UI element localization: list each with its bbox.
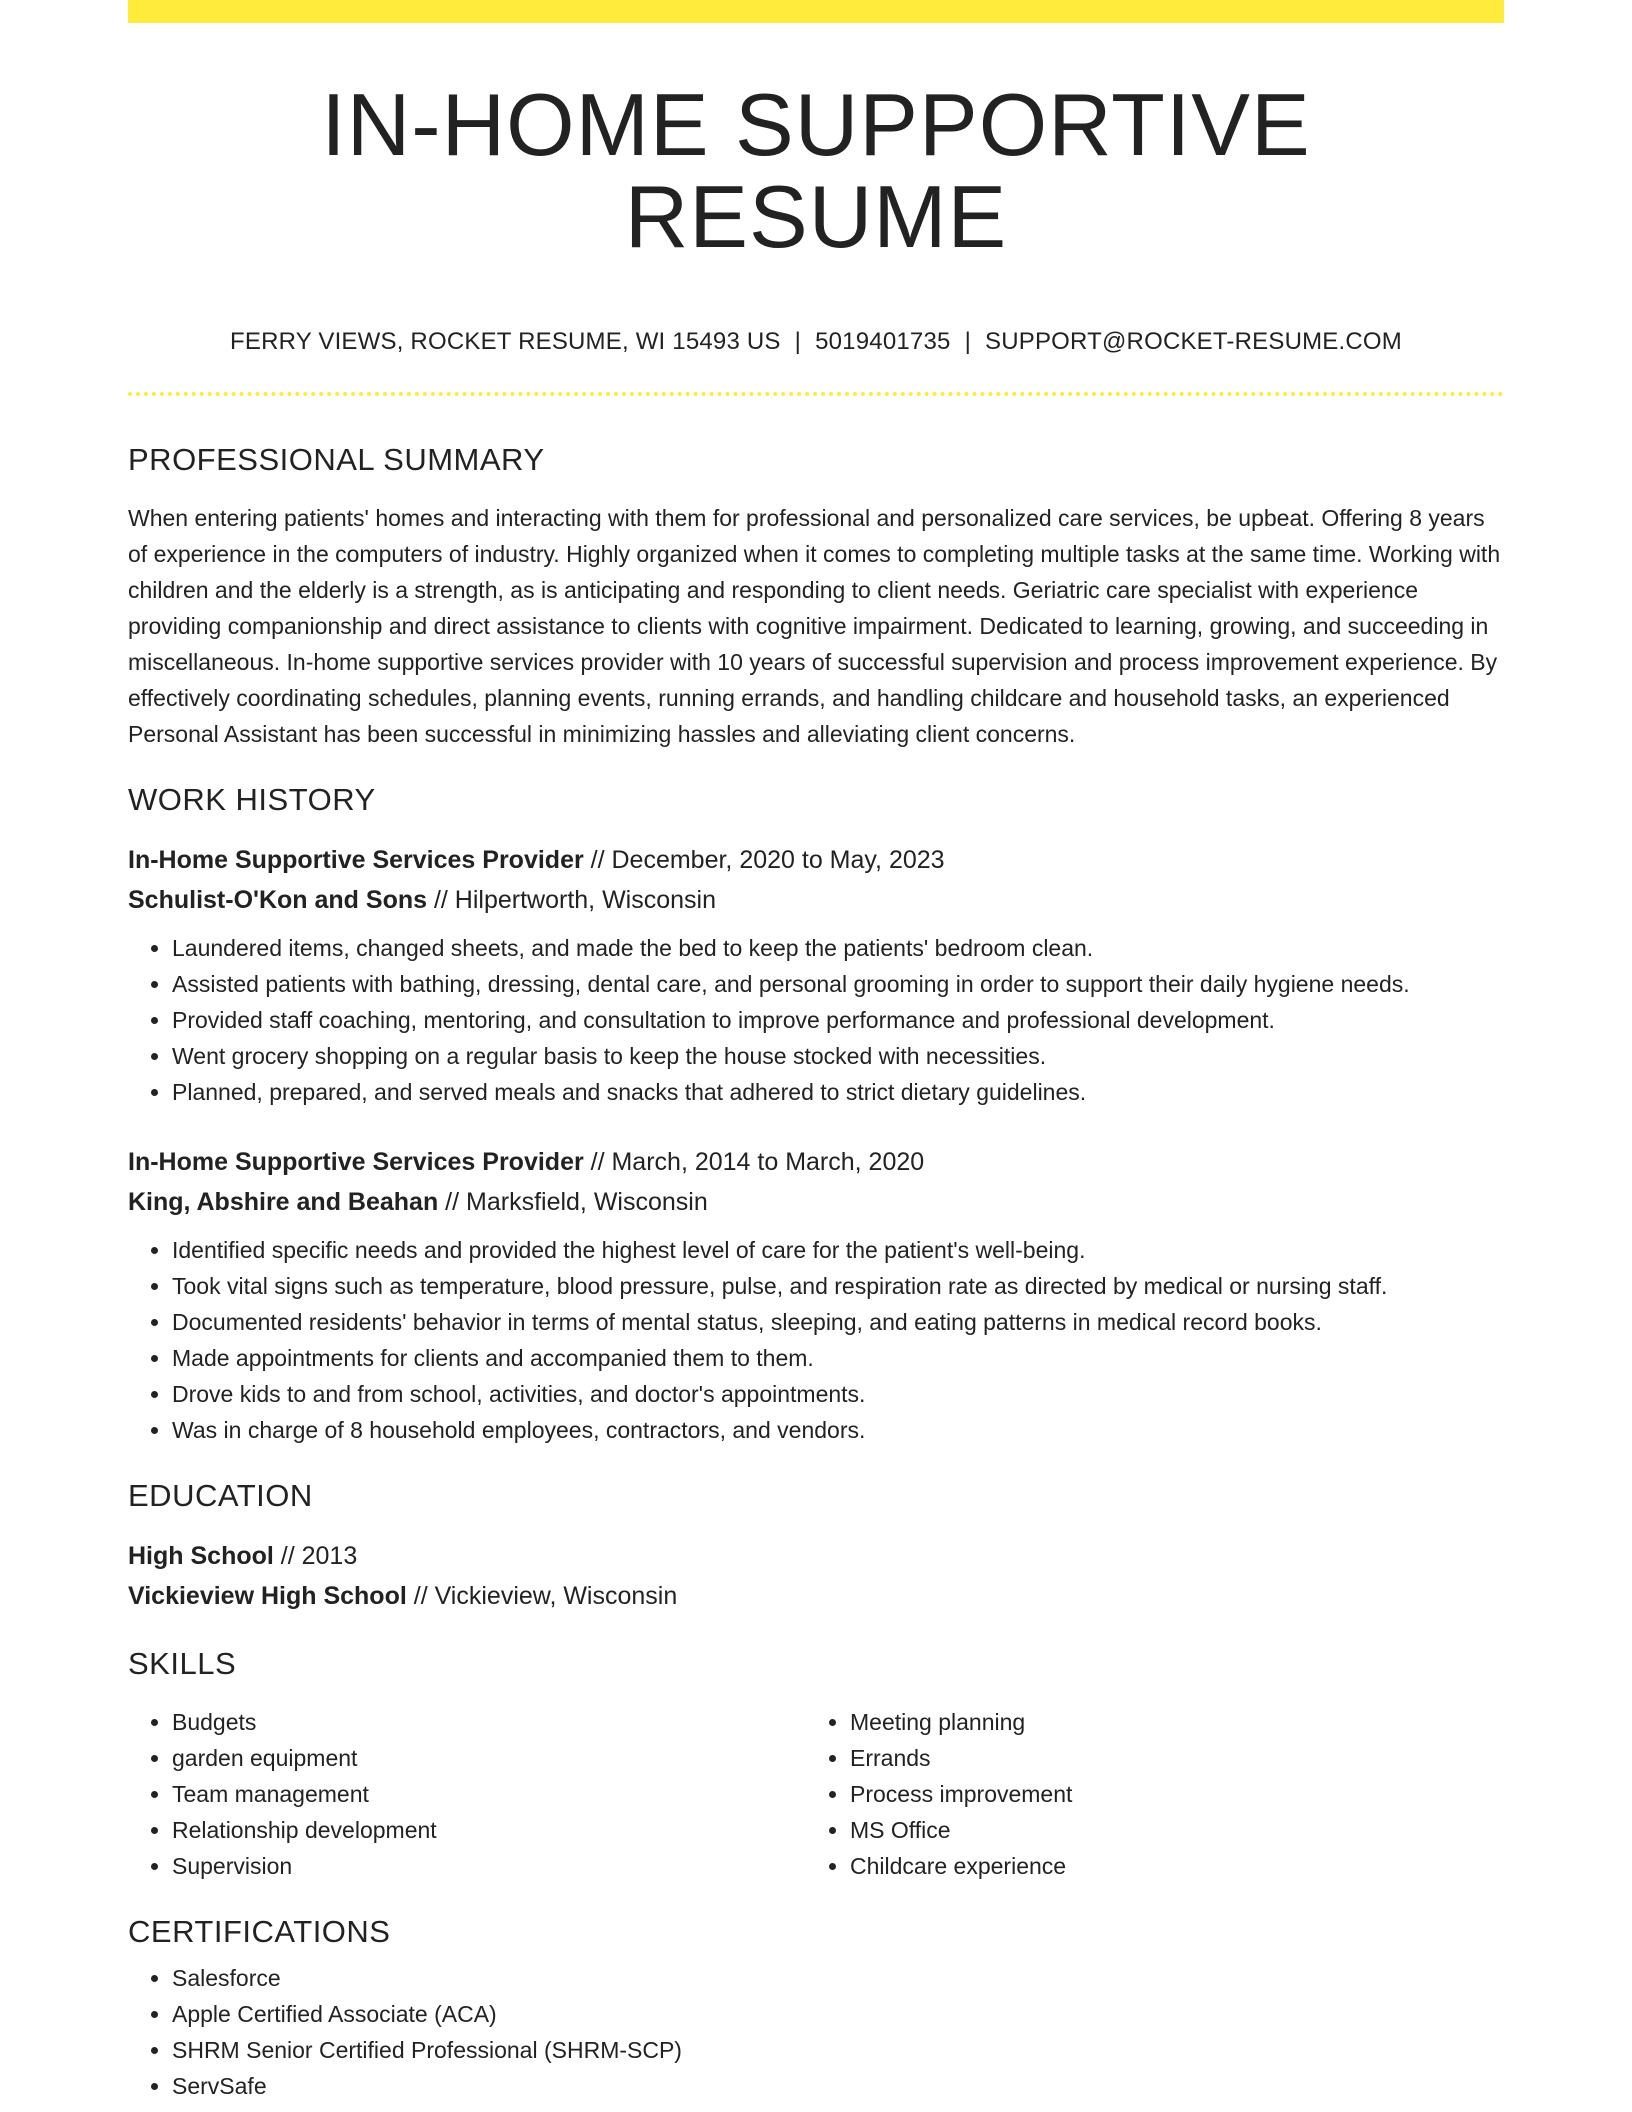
- education-school-line: [128, 1576, 1504, 1616]
- job-entry: [128, 840, 1504, 1110]
- list-item: • Went grocery shopping on a regular basis to keep the house stocked with necessities.: [172, 1038, 1504, 1074]
- contact-address: FERRY VIEWS, ROCKET RESUME, WI 15493 US: [230, 327, 781, 355]
- section-heading-skills: SKILLS: [128, 1645, 237, 1681]
- contact-line: [128, 328, 1504, 356]
- job-title-line: [128, 840, 1504, 880]
- dotted-divider: [128, 392, 1504, 396]
- education-degree: High School: [128, 1541, 274, 1570]
- certifications-section: [128, 1914, 1504, 2104]
- list-item: • Process improvement: [850, 1776, 1484, 1812]
- job-title-line: [128, 1142, 1504, 1182]
- list-item: • Relationship development: [172, 1812, 806, 1848]
- list-item: • Documented residents' behavior in terms of mental status, sleeping, and eating patterns in medical record books.: [172, 1304, 1504, 1340]
- skills-list-left: [128, 1704, 806, 1884]
- list-item: • Laundered items, changed sheets, and made the bed to keep the patients' bedroom clean.: [172, 930, 1504, 966]
- list-item: • Childcare experience: [850, 1848, 1484, 1884]
- education-degree-line: [128, 1536, 1504, 1576]
- education-section: [128, 1478, 1504, 1616]
- contact-phone[interactable]: 5019401735: [815, 327, 951, 355]
- education-entry: [128, 1536, 1504, 1616]
- resume-title: IN-HOME SUPPORTIVE RESUME: [321, 75, 1311, 267]
- list-item: • Was in charge of 8 household employees, contractors, and vendors.: [172, 1412, 1504, 1448]
- job-title: In-Home Supportive Services Provider: [128, 845, 584, 874]
- job-entry: [128, 1142, 1504, 1448]
- list-item: • Assisted patients with bathing, dressing, dental care, and personal grooming in order to support their daily hygiene needs.: [172, 966, 1504, 1002]
- section-heading-education: EDUCATION: [128, 1477, 313, 1513]
- skills-list-right: [806, 1704, 1484, 1884]
- list-item: • Team management: [172, 1776, 806, 1812]
- section-heading-work-history: WORK HISTORY: [128, 781, 376, 817]
- list-item: • Planned, prepared, and served meals and snacks that adhered to strict dietary guidelines.: [172, 1074, 1504, 1110]
- work-history-section: [128, 782, 1504, 1448]
- job-dates: // March, 2014 to March, 2020: [583, 1147, 925, 1176]
- skills-columns: [128, 1704, 1504, 1884]
- list-item: • Meeting planning: [850, 1704, 1484, 1740]
- contact-separator: |: [964, 327, 971, 355]
- job-title: In-Home Supportive Services Provider: [128, 1147, 584, 1176]
- list-item: • Provided staff coaching, mentoring, and consultation to improve performance and professional development.: [172, 1002, 1504, 1038]
- certifications-list: [128, 1960, 1504, 2104]
- list-item: • garden equipment: [172, 1740, 806, 1776]
- skills-column-right: [806, 1704, 1484, 1884]
- job-location: // Hilpertworth, Wisconsin: [427, 885, 716, 914]
- accent-top-bar: [128, 0, 1504, 23]
- list-item: • SHRM Senior Certified Professional (SHRM-SCP): [172, 2032, 1504, 2068]
- education-year: // 2013: [273, 1541, 358, 1570]
- resume-page: [128, 0, 1504, 2104]
- section-heading-certifications: CERTIFICATIONS: [128, 1913, 391, 1949]
- list-item: • Salesforce: [172, 1960, 1504, 1996]
- job-bullets: [128, 930, 1504, 1110]
- list-item: • Errands: [850, 1740, 1484, 1776]
- skills-section: [128, 1646, 1504, 1884]
- education-location: // Vickieview, Wisconsin: [406, 1581, 678, 1610]
- summary-text: When entering patients' homes and interacting with them for professional and personalized care services, be upbeat. Offering 8 years of experience in the computers of industry. Highly organized when it comes to completing multiple tasks at the same time. Working with children and the elderly is a strength, as is anticipating and responding to client needs. Geriatric care specialist with experience providing companionship and direct assistance to clients with cognitive impairment. Dedicated to learning, growing, and succeeding in miscellaneous. In-home supportive services provider with 10 years of successful supervision and process improvement experience. By effectively coordinating schedules, planning events, running errands, and handling childcare and household tasks, an experienced Personal Assistant has been successful in minimizing hassles and alleviating client concerns.: [128, 504, 1501, 747]
- job-dates: // December, 2020 to May, 2023: [583, 845, 945, 874]
- job-bullets: [128, 1232, 1504, 1448]
- contact-separator: |: [794, 327, 802, 355]
- list-item: • Made appointments for clients and accompanied them to them.: [172, 1340, 1504, 1376]
- list-item: • Drove kids to and from school, activities, and doctor's appointments.: [172, 1376, 1504, 1412]
- list-item: • MS Office: [850, 1812, 1484, 1848]
- job-company: Schulist-O'Kon and Sons: [128, 885, 428, 914]
- summary-section: [128, 442, 1504, 752]
- list-item: • Supervision: [172, 1848, 806, 1884]
- list-item: • ServSafe: [172, 2068, 1504, 2104]
- skills-column-left: [128, 1704, 806, 1884]
- list-item: • Apple Certified Associate (ACA): [172, 1996, 1504, 2032]
- list-item: • Took vital signs such as temperature, blood pressure, pulse, and respiration rate as directed by medical or nursing staff.: [172, 1268, 1504, 1304]
- list-item: • Budgets: [172, 1704, 806, 1740]
- job-location: // Marksfield, Wisconsin: [438, 1187, 708, 1216]
- section-heading-summary: PROFESSIONAL SUMMARY: [128, 441, 545, 477]
- job-company-line: [128, 1182, 1504, 1222]
- education-school: Vickieview High School: [128, 1581, 407, 1610]
- job-company: King, Abshire and Beahan: [128, 1187, 439, 1216]
- contact-email[interactable]: SUPPORT@ROCKET-RESUME.COM: [985, 327, 1402, 355]
- job-company-line: [128, 880, 1504, 920]
- list-item: • Identified specific needs and provided the highest level of care for the patient's well-being.: [172, 1232, 1504, 1268]
